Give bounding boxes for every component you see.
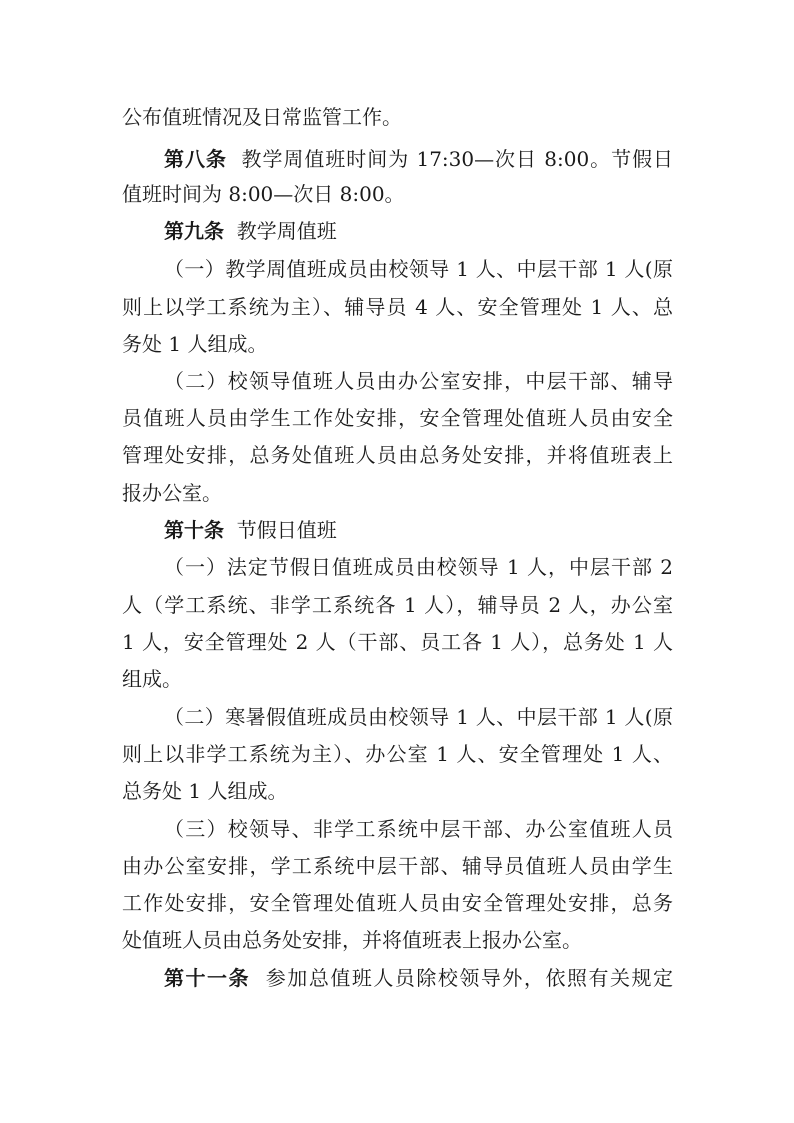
paragraph-line: 报办公室。 <box>122 481 222 505</box>
article-heading: 第十一条 <box>164 966 251 990</box>
paragraph-line: 人（学工系统、非学工系统各 1 人），辅导员 2 人，办公室 <box>122 593 673 617</box>
article-9-line <box>164 217 673 245</box>
paragraph-line: （三）校领导、非学工系统中层干部、办公室值班人员 <box>164 817 673 841</box>
article-text: 教学周值班时间为 17:30—次日 8:00。节假日 <box>241 147 674 171</box>
article-heading: 第八条 <box>164 147 227 171</box>
article-8-line <box>164 145 673 173</box>
paragraph-line: 由办公室安排，学工系统中层干部、辅导员值班人员由学生 <box>122 854 673 878</box>
paragraph-line: （二）校领导值班人员由办公室安排，中层干部、辅导 <box>164 369 673 393</box>
article-11-line <box>164 964 673 992</box>
article-heading: 第十条 <box>164 518 224 542</box>
paragraph-line: 员值班人员由学生工作处安排，安全管理处值班人员由安全 <box>122 406 673 430</box>
paragraph-line: 务处 1 人组成。 <box>122 332 268 356</box>
paragraph-line: 总务处 1 人组成。 <box>122 779 288 803</box>
paragraph-line: 组成。 <box>122 667 182 691</box>
paragraph-line: 值班时间为 8:00—次日 8:00。 <box>122 182 405 206</box>
article-10-line <box>164 516 673 544</box>
paragraph-line: 公布值班情况及日常监管工作。 <box>122 105 402 129</box>
paragraph-line: （一）教学周值班成员由校领导 1 人、中层干部 1 人(原 <box>164 257 673 281</box>
paragraph-line: 则上以非学工系统为主）、办公室 1 人、安全管理处 1 人、 <box>122 742 673 766</box>
paragraph-line: 1 人，安全管理处 2 人（干部、员工各 1 人），总务处 1 人 <box>122 630 673 654</box>
article-title: 节假日值班 <box>236 518 337 542</box>
article-title: 教学周值班 <box>236 219 337 243</box>
paragraph-line: （二）寒暑假值班成员由校领导 1 人、中层干部 1 人(原 <box>164 705 673 729</box>
paragraph-line: 管理处安排，总务处值班人员由总务处安排，并将值班表上 <box>122 443 673 467</box>
paragraph-line: 则上以学工系统为主）、辅导员 4 人、安全管理处 1 人、总 <box>122 295 673 319</box>
article-heading: 第九条 <box>164 219 224 243</box>
paragraph-line: （一）法定节假日值班成员由校领导 1 人，中层干部 2 <box>164 555 673 579</box>
paragraph-line: 处值班人员由总务处安排，并将值班表上报办公室。 <box>122 928 582 952</box>
article-text: 参加总值班人员除校领导外，依照有关规定 <box>265 966 674 990</box>
paragraph-line: 工作处安排，安全管理处值班人员由安全管理处安排，总务 <box>122 891 673 915</box>
